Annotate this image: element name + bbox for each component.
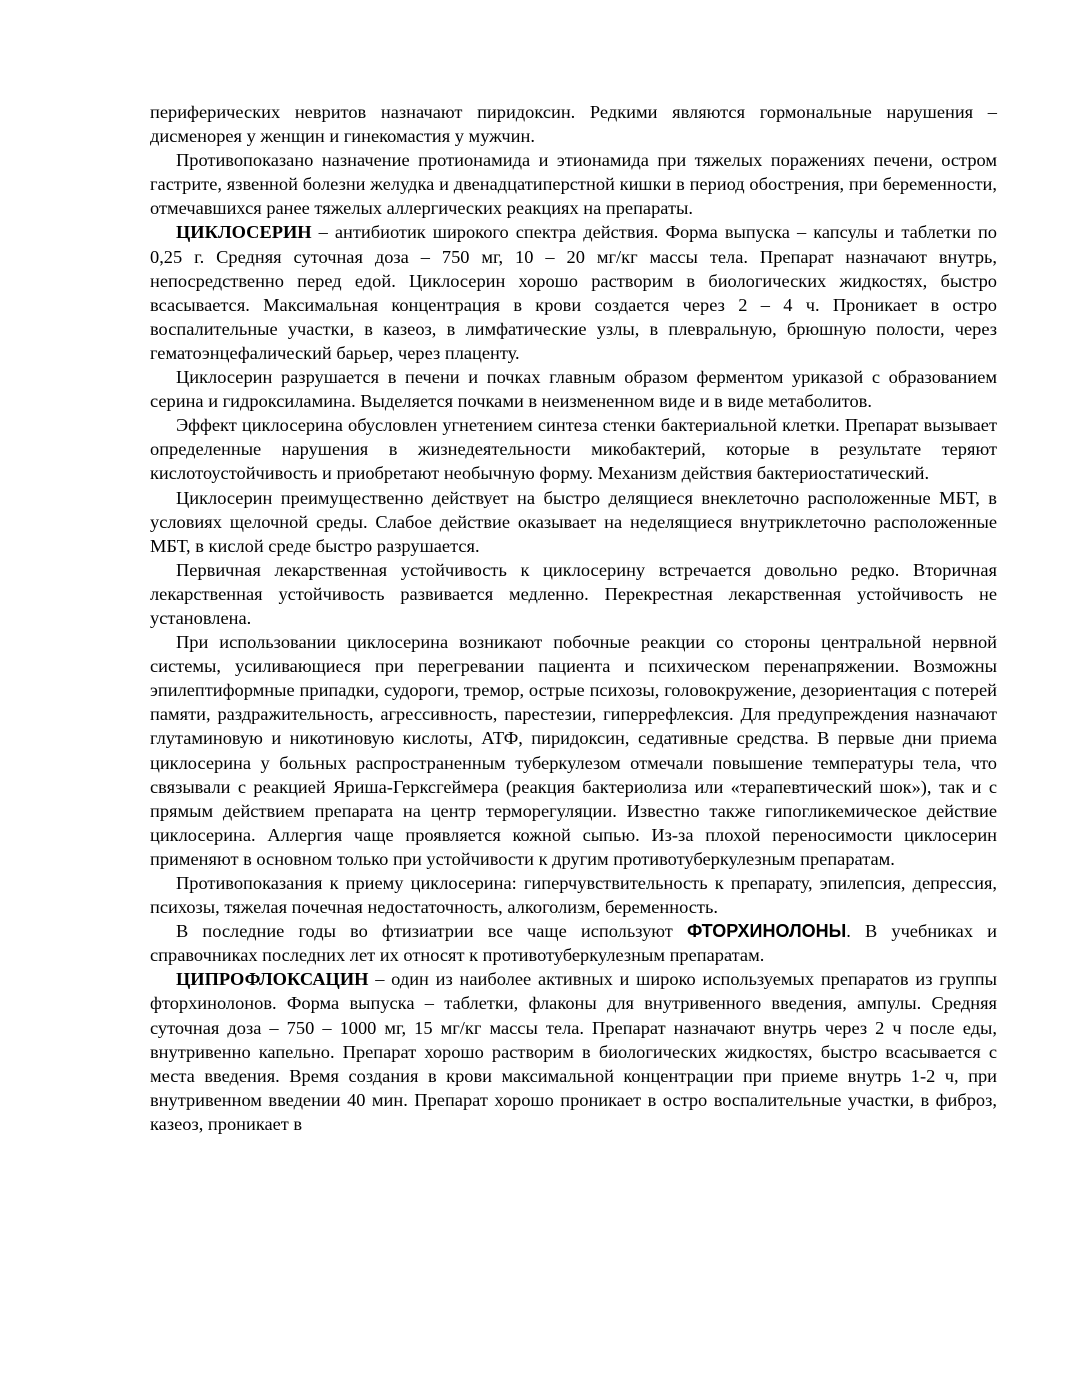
term-fluoroquinolones: ФТОРХИНОЛОНЫ	[686, 921, 847, 942]
paragraph-text: Противопоказано назначение протионамида и этионамида при тяжелых поражениях печени, остром гастрите, язвенной болезни желудка и двенадцатиперстной кишки в период обострения, при беременности, отмечавшихся ранее тяжелых аллергических реакциях на препараты.	[150, 150, 997, 219]
paragraph-ciprofloxacin	[150, 967, 997, 1136]
paragraph-text: – антибиотик широкого спектра действия. Форма выпуска – капсулы и таблетки по 0,25 г. Средняя суточная доза – 750 мг, 10 – 20 мг/кг массы тела. Препарат назначают внутрь, непосредственно перед едой. Циклосерин хорошо растворим в биологических жидкостях, быстро всасывается. Максимальная концентрация в крови создается через 2 – 4 ч. Проникает в остро воспалительные участки, в казеоз, в лимфатические узлы, в плевральную, брюшную полости, через гематоэнцефалический барьер, через плаценту.	[150, 222, 997, 363]
paragraph-text: При использовании циклосерина возникают побочные реакции со стороны центральной нервной системы, усиливающиеся при перегревании пациента и психическом перенапряжении. Возможны эпилептиформные припадки, судороги, тремор, острые психозы, головокружение, дезориентация с потерей памяти, раздражительность, агрессивность, парестезии, гиперрефлексия. Для предупреждения назначают глутаминовую и никотиновую кислоты, АТФ, пиридоксин, седативные средства. В первые дни приема циклосерина у больных распространенным туберкулезом отмечали повышение температуры тела, что связывали с реакцией Яриша-Герксгеймера (реакция бактериолиза или «терапевтический шок»), так и с прямым действием препарата на центр терморегуляции. Известно также гипогликемическое действие циклосерина. Аллергия чаще проявляется кожной сыпью. Из-за плохой переносимости циклосерин применяют в основном только при устойчивости к другим противотуберкулезным препаратам.	[150, 632, 997, 869]
paragraph-cycloserine-action	[150, 486, 997, 558]
paragraph-text: Циклосерин разрушается в печени и почках главным образом ферментом уриказой с образованием серина и гидроксиламина. Выделяется почками в неизмененном виде и в виде метаболитов.	[150, 367, 997, 412]
paragraph-text: Циклосерин преимущественно действует на быстро делящиеся внеклеточно расположенные МБТ, в условиях щелочной среды. Слабое действие оказывает на неделящиеся внутриклеточно расположенные МБТ, в кислой среде быстро разрушается.	[150, 487, 997, 556]
paragraph-cycloserine-resistance	[150, 558, 997, 630]
paragraph-text: периферических невритов назначают пиридоксин. Редкими являются гормональные нарушения – дисменорея у женщин и гинекомастия у мужчин.	[150, 102, 997, 147]
paragraph-text: В последние годы во фтизиатрии все чаще используют	[176, 921, 687, 942]
paragraph-fluoroquinolones	[150, 919, 997, 967]
term-cycloserine: ЦИКЛОСЕРИН	[176, 222, 312, 243]
term-ciprofloxacin: ЦИПРОФЛОКСАЦИН	[176, 969, 369, 990]
paragraph-cycloserine-side-effects	[150, 630, 997, 871]
paragraph-text: Эффект циклосерина обусловлен угнетением синтеза стенки бактериальной клетки. Препарат вызывает определенные нарушения в жизнедеятельности микобактерий, которые в результате теряют кислотоустойчивость и приобретают необычную форму. Механизм действия бактериостатический.	[150, 415, 997, 484]
paragraph-text: – один из наиболее активных и широко используемых препаратов из группы фторхинолонов. Форма выпуска – таблетки, флаконы для внутривенного введения, ампулы. Средняя суточная доза – 750 – 1000 мг, 15 мг/кг массы тела. Препарат назначают внутрь через 2 ч после еды, внутривенно капельно. Препарат хорошо растворим в биологических жидкостях, быстро всасывается с места введения. Время создания в крови максимальной концентрации при приеме внутрь 1-2 ч, при внутривенном введении 40 мин. Препарат хорошо проникает в остро воспалительные участки, в фиброз, казеоз, проникает в	[150, 969, 997, 1134]
paragraph-text: Первичная лекарственная устойчивость к циклосерину встречается довольно редко. Вторичная лекарственная устойчивость развивается медленно. Перекрестная лекарственная устойчивость не установлена.	[150, 559, 997, 628]
document-page	[150, 100, 997, 1136]
paragraph-text: . В учебниках и справочниках последних лет их относят к противотуберкулезным препаратам.	[150, 921, 997, 966]
paragraph-contraindications-protionamide	[150, 148, 997, 220]
paragraph-cycloserine-metabolism	[150, 365, 997, 413]
paragraph-pyridoxine-hormonal	[150, 100, 997, 148]
paragraph-cycloserine-effect	[150, 413, 997, 485]
paragraph-cycloserine-contraindications	[150, 871, 997, 919]
paragraph-text: Противопоказания к приему циклосерина: гиперчувствительность к препарату, эпилепсия, депрессия, психозы, тяжелая почечная недостаточность, алкоголизм, беременность.	[150, 873, 997, 918]
paragraph-cycloserine-intro	[150, 220, 997, 365]
